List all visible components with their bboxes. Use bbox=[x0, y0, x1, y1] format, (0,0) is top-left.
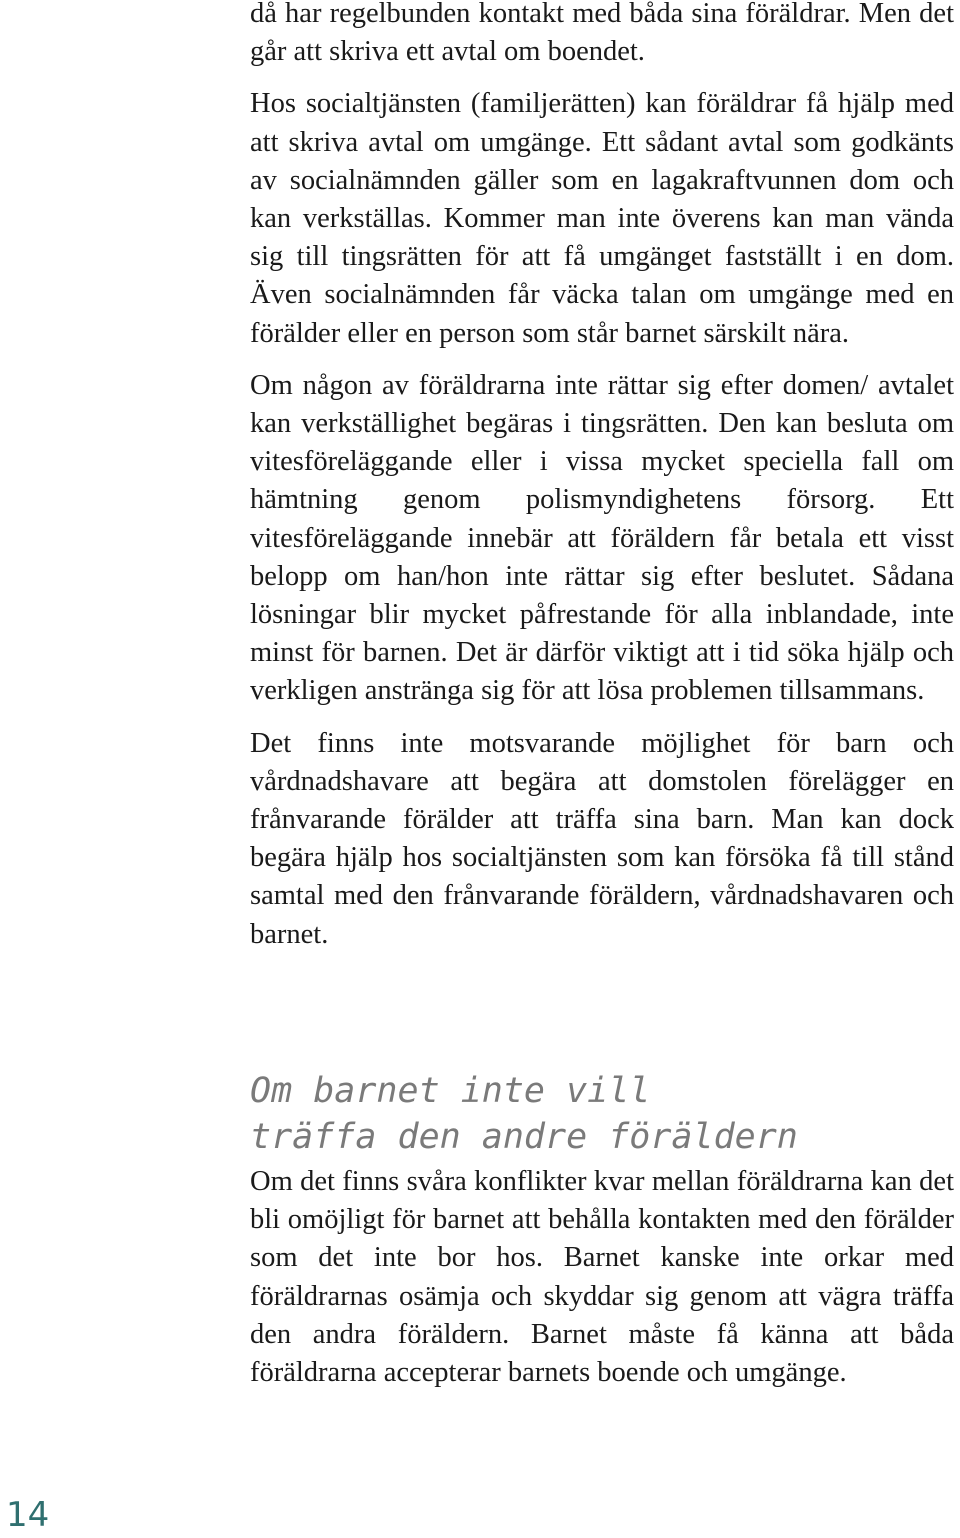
section-heading-line-2: träffa den andre föräldern bbox=[250, 1117, 798, 1157]
paragraph-franvarande-foralder: Det finns inte motsvarande möjlighet för barn och vårdnadshavare att begära att domstolen förelägger en frånvarande förälder att träffa sina barn. Man kan dock begära hjälp hos socialtjänsten som kan försöka få till stånd samtal med den frånvarande föräldern, vårdnadshavaren och barnet. bbox=[250, 727, 954, 950]
paragraph-avtal-umgange: Hos socialtjänsten (familjerätten) kan föräldrar få hjälp med att skriva avtal om umgänge. Ett sådant avtal som godkänts av socialnämnden gäller som en lagakraftvunnen dom och kan verkställas. Kommer man inte överens kan man vända sig till tingsrätten för att få umgänget fastställt i en dom. Även socialnämnden får väcka talan om umgänge med en förälder eller en person som står barnet särskilt nära. bbox=[250, 88, 954, 349]
paragraph-verkstallighet: Om någon av föräldrarna inte rättar sig efter domen/ avtalet kan verkställighet begäras i tingsrätten. Den kan besluta om vitesföreläggande eller i vissa mycket speciella fall om hämtning genom polismyndighetens försorg. Ett vitesföreläggande innebär att föräldern får betala ett visst belopp om han/hon inte rättar sig efter beslutet. Sådana lösningar blir mycket påfrestande för alla inblandade, inte minst för barnen. Det är därför viktigt att i tid söka hjälp och verkligen anstränga sig för att lösa problemen tillsammans. bbox=[250, 369, 954, 707]
paragraph-boende: då har regelbunden kontakt med båda sina föräldrar. Men det går att skriva ett avtal om boendet. bbox=[250, 0, 954, 68]
body-text bbox=[250, 0, 954, 954]
section-heading-line-1: Om barnet inte vill bbox=[250, 1071, 651, 1111]
section-heading bbox=[250, 1068, 954, 1160]
page-number: 14 bbox=[6, 1495, 50, 1535]
section-paragraph: Om det finns svåra konflikter kvar mellan föräldrarna kan det bli omöjligt för barnet att behålla kontakten med den förälder som det inte bor hos. Barnet kanske inte orkar med föräldrarnas osämja och skyddar sig genom att vägra träffa den andra föräldern. Barnet måste få känna att båda föräldrarna accepterar barnets boende och umgänge. bbox=[250, 1166, 954, 1389]
